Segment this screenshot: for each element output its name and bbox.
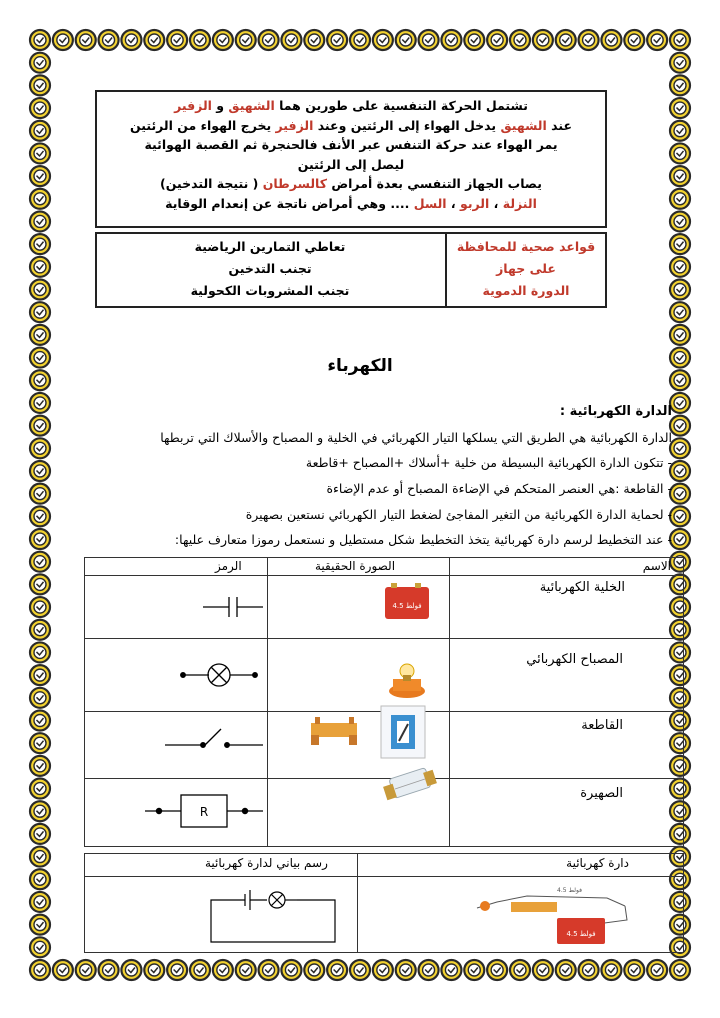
- health-rule: تجنب التدخين: [228, 261, 312, 276]
- respiration-line-1: تشتمل الحركة التنفسية على طورين هما الشهيق و الزفير: [174, 98, 528, 113]
- column-divider: [449, 558, 450, 846]
- header-circuit: دارة كهربائية: [566, 856, 629, 870]
- health-rules-box: [95, 232, 607, 308]
- header-diagram: رسم بياني لدارة كهربائية: [205, 856, 328, 870]
- respiration-summary-box: [95, 90, 607, 228]
- resistor-label: R: [199, 805, 209, 819]
- section-bullet: - تتكون الدارة الكهربائية البسيطة من خلية +أسلاك +المصباح +قاطعة: [305, 455, 672, 470]
- health-rules-list: [97, 234, 443, 306]
- switch-symbol: [165, 729, 263, 747]
- component-name-cell: الخلية الكهربائية: [539, 580, 625, 595]
- health-rule: تجنب المشروبات الكحولية: [190, 283, 350, 298]
- health-rule: تعاطي التمارين الرياضية: [194, 239, 346, 254]
- cell-symbol: [203, 597, 263, 617]
- respiration-line-4: ليصل إلى الرئتين: [297, 156, 405, 172]
- circuit-table: [84, 853, 684, 953]
- section-definition: الدارة الكهربائية هي الطريق التي يسلكها التيار الكهربائي في الخلية و المصباح والأسلاك التي تربطها: [160, 430, 672, 445]
- component-name-switch: القاطعة: [581, 718, 623, 733]
- symbols-column: [85, 575, 267, 848]
- component-name-lamp: المصباح الكهربائي: [526, 652, 623, 667]
- header-symbol: الرمز: [215, 559, 242, 573]
- section-heading: الدارة الكهربائية :: [559, 404, 672, 419]
- circuit-diagram: [85, 876, 357, 952]
- lamp-symbol: [181, 664, 258, 686]
- respiration-line-2: عند الشهيق يدخل الهواء إلى الرئتين وعند الزفير يخرج الهواء من الرئتين: [130, 117, 572, 133]
- respiration-line-3: يمر الهواء عند حركة التنفس عبر الأنف فالحنجرة ثم القصبة الهوائية: [144, 137, 558, 152]
- health-rules-title: قواعد صحية للمحافظة على جهاز الدورة الدموية: [445, 234, 605, 306]
- lesson-title: الكهرباء: [327, 356, 393, 376]
- switch-photo: [311, 706, 425, 758]
- circuit-photo: [357, 876, 683, 952]
- respiration-line-6: النزلة ، الربو ، السل .... وهي أمراض ناتجة عن إنعدام الوقاية: [165, 195, 537, 211]
- component-name-fuse: الصهيرة: [580, 786, 623, 801]
- header-photo: الصورة الحقيقية: [315, 559, 396, 573]
- battery-photo: [385, 583, 429, 619]
- section-bullet: - عند التخطيط لرسم دارة كهربائية يتخذ التخطيط شكل مستطيل و نستعمل رموزا متعارف عليها:: [174, 532, 672, 547]
- photos-column: [267, 575, 449, 848]
- respiration-line-5: يصاب الجهاز التنفسي بعدة أمراض كالسرطان ( نتيجة التدخين): [160, 176, 542, 191]
- lamp-photo: [389, 664, 425, 698]
- header-name: الاسم: [642, 559, 671, 573]
- battery-photo-label: 4.5 فولط: [392, 602, 422, 610]
- circuit-photo-battery-label: 4.5 فولط: [566, 930, 596, 938]
- section-bullet: - لحماية الدارة الكهربائية من التغير المفاجئ لضغط التيار الكهربائي نستعين بصهيرة: [245, 507, 672, 522]
- components-table: [84, 557, 684, 847]
- section-bullet: - القاطعة :هي العنصر المتحكم في الإضاءة المصباح أو عدم الإضاءة: [326, 481, 672, 496]
- fuse-photo: [383, 768, 437, 801]
- circuit-photo-top-label: 4.5 فولط: [557, 887, 582, 894]
